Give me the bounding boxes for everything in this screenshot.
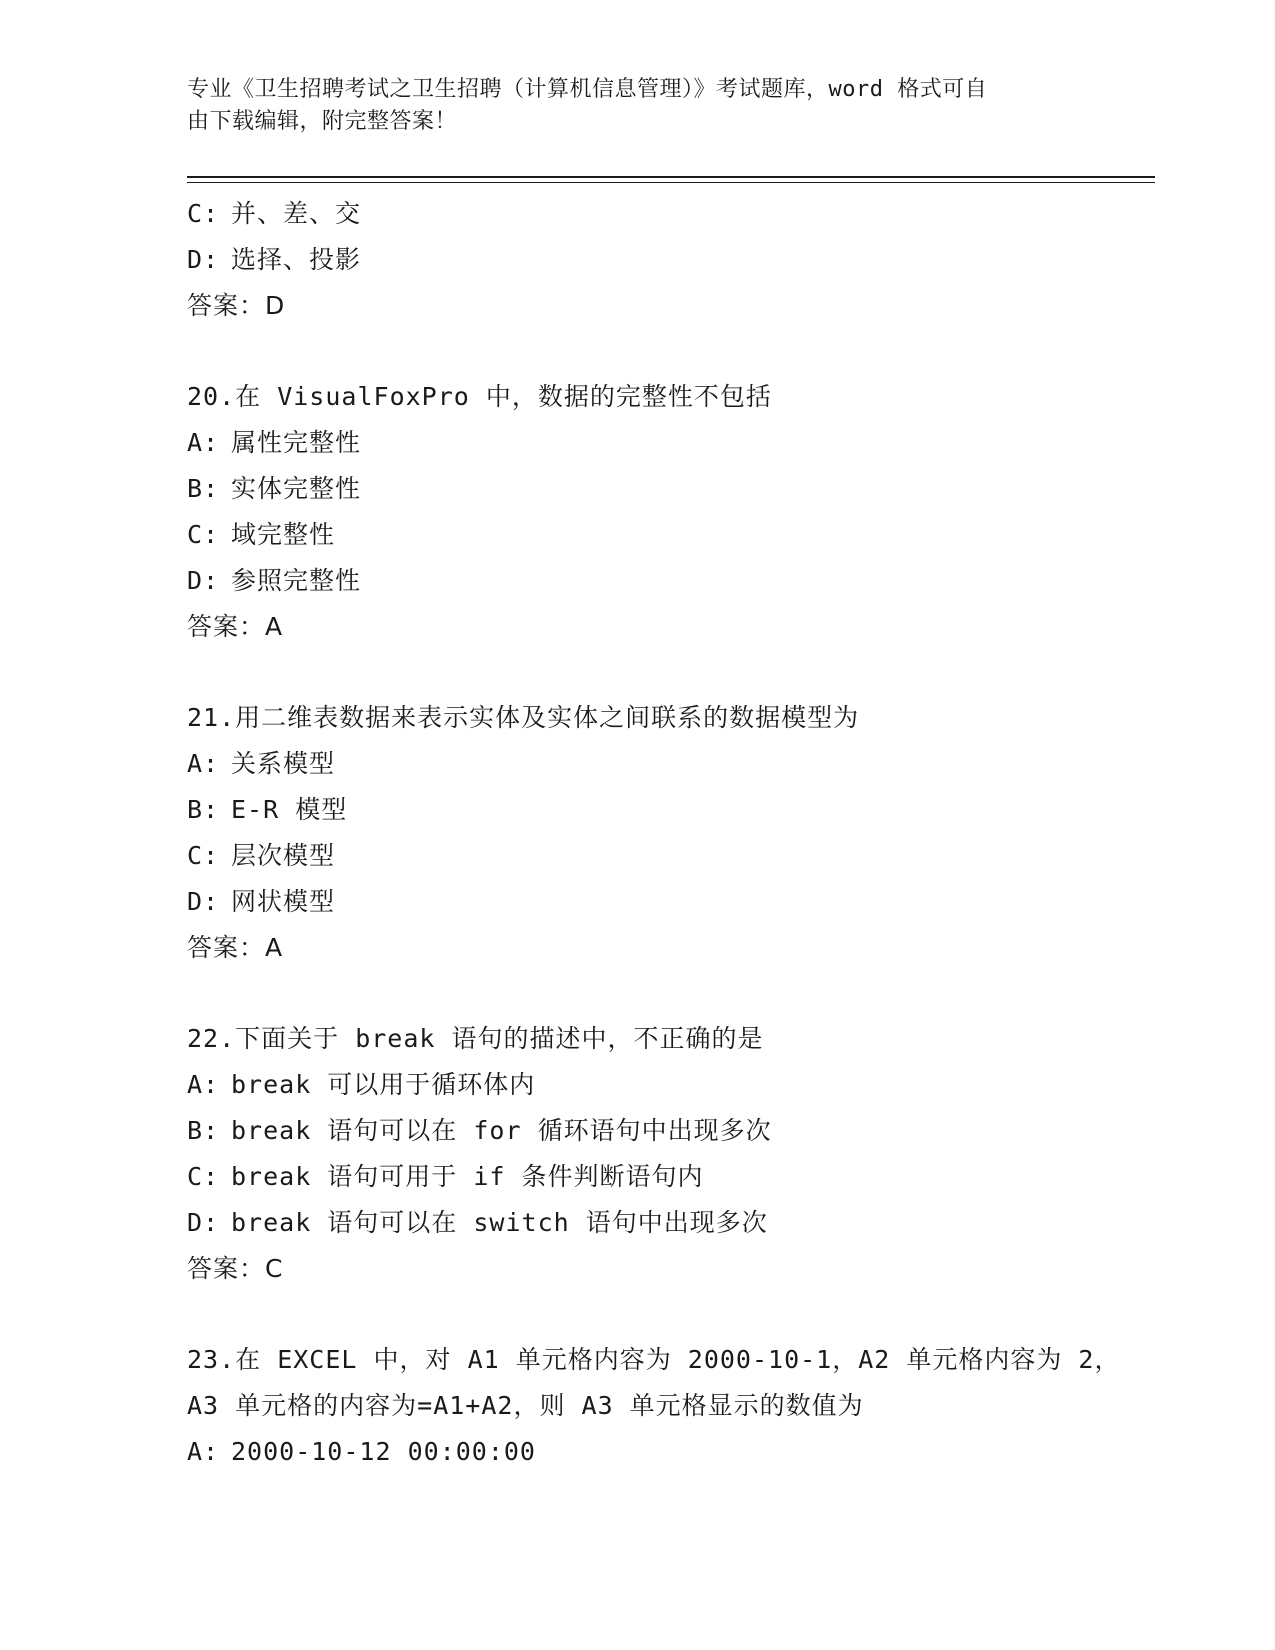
header-divider-thin [187, 182, 1155, 183]
answer-line: 答案：D [187, 291, 286, 320]
header-divider-thick [187, 176, 1155, 178]
option-d: D: 选择、投影 [187, 245, 362, 274]
option-d: D: break 语句可以在 switch 语句中出现多次 [187, 1208, 768, 1237]
option-a: A: 关系模型 [187, 749, 336, 778]
option-d: D: 网状模型 [187, 887, 336, 916]
header-line-1: 专业《卫生招聘考试之卫生招聘（计算机信息管理）》考试题库，word 格式可自 [187, 77, 988, 102]
question-21 [187, 695, 1147, 971]
question-text: 22.下面关于 break 语句的描述中，不正确的是 [187, 1024, 764, 1053]
question-text-line-1: 23.在 EXCEL 中，对 A1 单元格内容为 2000-10-1，A2 单元格内容为 2， [187, 1345, 1121, 1374]
question-text: 21.用二维表数据来表示实体及实体之间联系的数据模型为 [187, 703, 860, 732]
option-a: A: 2000-10-12 00:00:00 [187, 1437, 536, 1466]
option-c: C: 层次模型 [187, 841, 336, 870]
option-d: D: 参照完整性 [187, 566, 362, 595]
question-22 [187, 1016, 1147, 1292]
option-c: C: 并、差、交 [187, 199, 362, 228]
header-line-2: 由下载编辑，附完整答案！ [187, 109, 458, 134]
questions-content [187, 191, 1147, 1520]
option-b: B: 实体完整性 [187, 474, 362, 503]
question-23 [187, 1337, 1147, 1475]
option-b: B: E-R 模型 [187, 795, 348, 824]
document-header [187, 74, 1067, 138]
option-a: A: break 可以用于循环体内 [187, 1070, 536, 1099]
question-text-line-2: A3 单元格的内容为=A1+A2，则 A3 单元格显示的数值为 [187, 1391, 864, 1420]
question-text: 20.在 VisualFoxPro 中，数据的完整性不包括 [187, 382, 772, 411]
question-continued [187, 191, 1147, 329]
option-a: A: 属性完整性 [187, 428, 362, 457]
answer-line: 答案：C [187, 1254, 284, 1283]
option-c: C: 域完整性 [187, 520, 336, 549]
answer-line: 答案：A [187, 933, 284, 962]
option-c: C: break 语句可用于 if 条件判断语句内 [187, 1162, 704, 1191]
answer-line: 答案：A [187, 612, 284, 641]
option-b: B: break 语句可以在 for 循环语句中出现多次 [187, 1116, 772, 1145]
question-20 [187, 374, 1147, 650]
